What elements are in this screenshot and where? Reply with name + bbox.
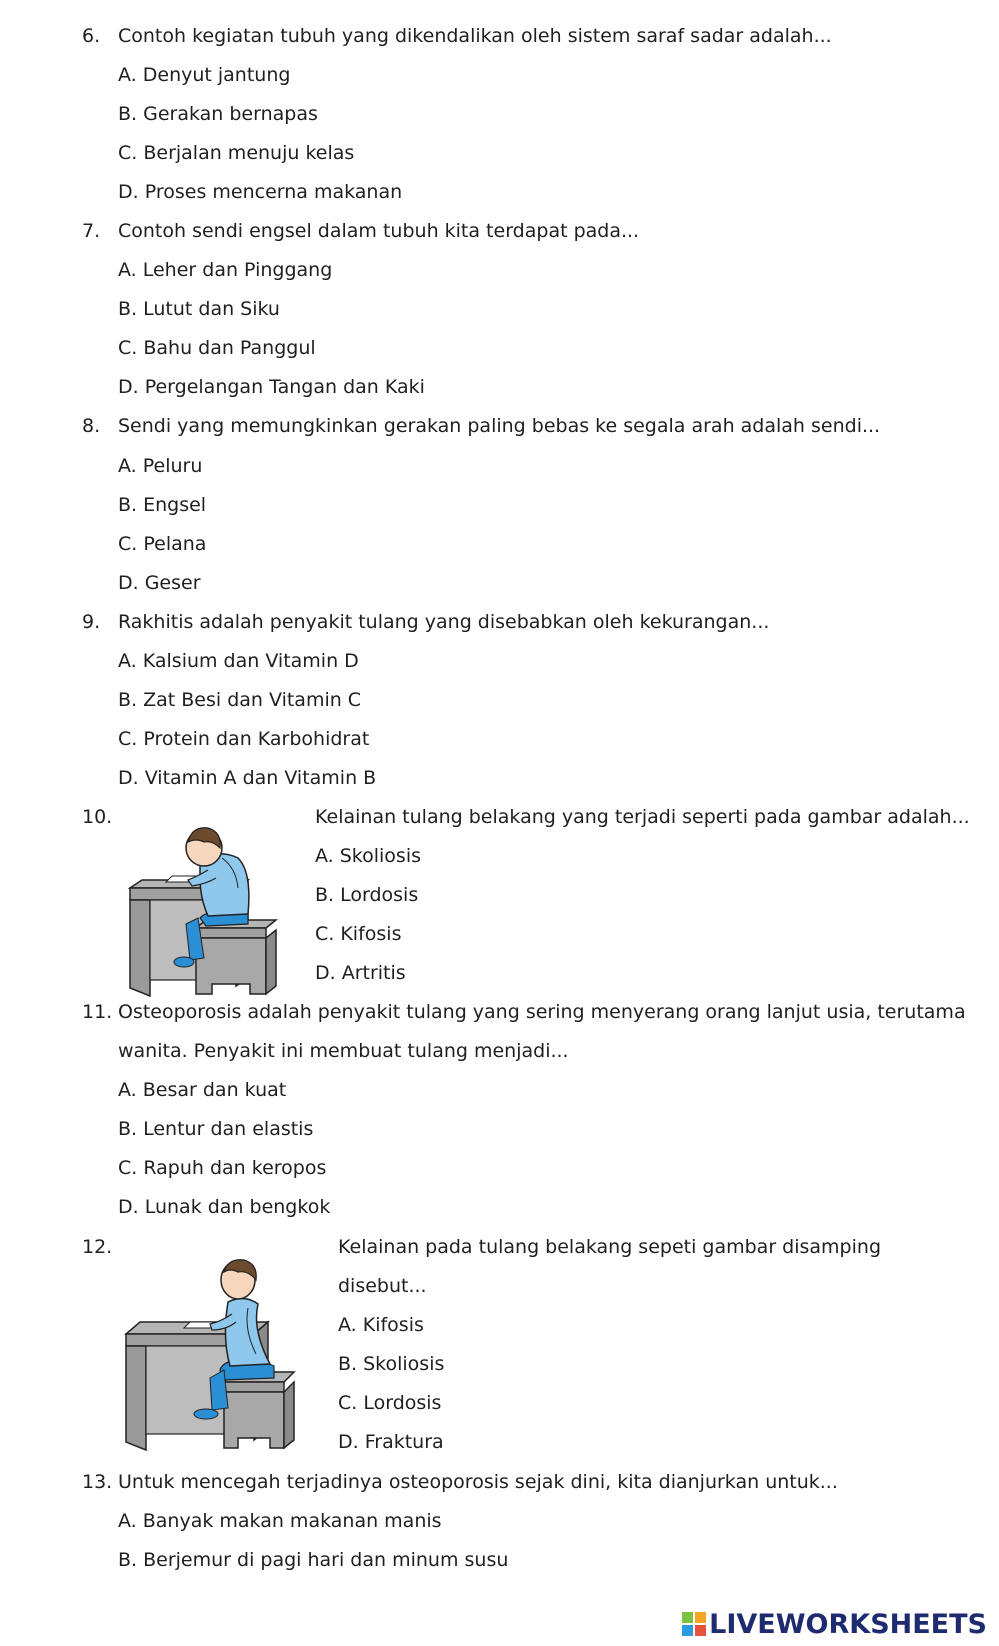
question-6-option-d[interactable]: D. Proses mencerna makanan [118,181,403,203]
question-12-number: 12. [82,1236,113,1258]
question-10-option-a[interactable]: A. Skoliosis [315,845,422,867]
question-11-option-c[interactable]: C. Rapuh dan keropos [118,1157,327,1179]
question-9-text: Rakhitis adalah penyakit tulang yang disebabkan oleh kekurangan... [118,611,770,633]
question-7-text: Contoh sendi engsel dalam tubuh kita terdapat pada... [118,220,640,242]
question-9-option-c[interactable]: C. Protein dan Karbohidrat [118,728,370,750]
question-8-option-a[interactable]: A. Peluru [118,455,203,477]
question-10-option-c[interactable]: C. Kifosis [315,923,402,945]
liveworksheets-logo-icon [682,1612,706,1636]
question-9-number: 9. [82,611,101,633]
question-8-text: Sendi yang memungkinkan gerakan paling bebas ke segala arah adalah sendi... [118,415,881,437]
question-10-option-b[interactable]: B. Lordosis [315,884,419,906]
question-11-option-d[interactable]: D. Lunak dan bengkok [118,1196,331,1218]
question-9-option-d[interactable]: D. Vitamin A dan Vitamin B [118,767,377,789]
question-12-option-a[interactable]: A. Kifosis [338,1314,424,1336]
question-12-option-c[interactable]: C. Lordosis [338,1392,442,1414]
question-7-number: 7. [82,220,101,242]
question-6-option-c[interactable]: C. Berjalan menuju kelas [118,142,355,164]
question-13-text: Untuk mencegah terjadinya osteoporosis sejak dini, kita dianjurkan untuk... [118,1471,838,1493]
question-6-option-b[interactable]: B. Gerakan bernapas [118,103,318,125]
liveworksheets-logo-text: LIVEWORKSHEETS [709,1608,987,1640]
question-12-text-line-2: disebut... [338,1275,427,1297]
question-7-option-d[interactable]: D. Pergelangan Tangan dan Kaki [118,376,425,398]
question-6-option-a[interactable]: A. Denyut jantung [118,64,291,86]
question-7-option-b[interactable]: B. Lutut dan Siku [118,298,280,320]
figure-hunched-boy-at-desk [126,818,286,998]
question-6-text: Contoh kegiatan tubuh yang dikendalikan oleh sistem saraf sadar adalah... [118,25,832,47]
liveworksheets-logo[interactable] [682,1606,987,1642]
question-6-number: 6. [82,25,101,47]
question-12-text-line-1: Kelainan pada tulang belakang sepeti gambar disamping [338,1236,882,1258]
question-13-option-b[interactable]: B. Berjemur di pagi hari dan minum susu [118,1549,509,1571]
question-11-option-a[interactable]: A. Besar dan kuat [118,1079,287,1101]
question-7-option-a[interactable]: A. Leher dan Pinggang [118,259,333,281]
question-8-option-d[interactable]: D. Geser [118,572,201,594]
question-10-number: 10. [82,806,113,828]
question-11-option-b[interactable]: B. Lentur dan elastis [118,1118,314,1140]
question-8-option-b[interactable]: B. Engsel [118,494,207,516]
question-8-option-c[interactable]: C. Pelana [118,533,207,555]
question-10-text: Kelainan tulang belakang yang terjadi seperti pada gambar adalah... [315,806,970,828]
figure-arched-boy-at-desk [124,1258,304,1453]
question-12-option-d[interactable]: D. Fraktura [338,1431,444,1453]
question-12-option-b[interactable]: B. Skoliosis [338,1353,445,1375]
question-11-text-line-2: wanita. Penyakit ini membuat tulang menjadi... [118,1040,569,1062]
question-9-option-a[interactable]: A. Kalsium dan Vitamin D [118,650,359,672]
question-9-option-b[interactable]: B. Zat Besi dan Vitamin C [118,689,362,711]
question-11-number: 11. [82,1001,113,1023]
question-8-number: 8. [82,415,101,437]
question-11-text-line-1: Osteoporosis adalah penyakit tulang yang sering menyerang orang lanjut usia, terutama [118,1001,966,1023]
question-7-option-c[interactable]: C. Bahu dan Panggul [118,337,316,359]
question-13-option-a[interactable]: A. Banyak makan makanan manis [118,1510,442,1532]
question-13-number: 13. [82,1471,113,1493]
question-10-option-d[interactable]: D. Artritis [315,962,406,984]
